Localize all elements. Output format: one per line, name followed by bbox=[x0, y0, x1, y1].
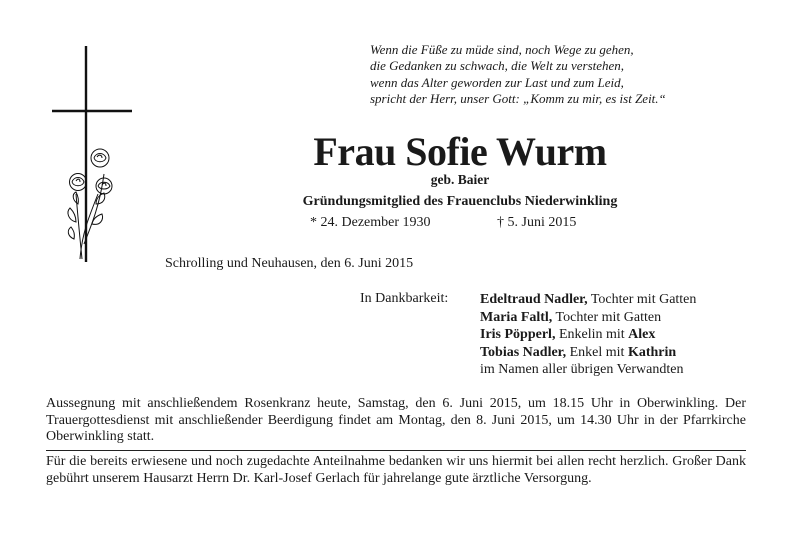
mourner-relation: Tochter mit Gatten bbox=[587, 292, 697, 307]
mourner-name: Edeltraud Nadler, bbox=[480, 292, 588, 307]
partner-name: Alex bbox=[628, 327, 656, 342]
place-and-date: Schrolling und Neuhausen, den 6. Juni 2015 bbox=[165, 256, 414, 271]
poem bbox=[370, 42, 770, 108]
funeral-notice: Aussegnung mit anschließendem Rosenkranz heute, Samstag, den 6. Juni 2015, um 18.15 Uhr in Oberwinkling. Der Trauergottesdienst mit anschließender Beerdigung findet am Montag, den 8. Juni 2015, um 14.30 Uhr in der Pfarrkirche Oberwinkling statt. bbox=[46, 396, 746, 445]
gratitude-notice: Für die bereits erwiesene und noch zugedachte Anteilnahme bedanken wir uns hiermit bei allen recht herzlich. Großer Dank gebührt unserem Hausarzt Herrn Dr. Karl-Josef Gerlach für jahrelange gute ärztliche Versorgung. bbox=[46, 454, 746, 486]
mourner-name: Tobias Nadler, bbox=[480, 344, 567, 360]
poem-line: Wenn die Füße zu müde sind, noch Wege zu gehen, bbox=[370, 42, 634, 57]
mourner-row bbox=[480, 291, 696, 309]
mourner-relation: Enkelin mit bbox=[555, 327, 629, 342]
thanks-label: In Dankbarkeit: bbox=[360, 291, 449, 306]
death-date: † 5. Juni 2015 bbox=[497, 215, 577, 230]
mourner-row bbox=[480, 309, 696, 327]
divider bbox=[46, 450, 746, 451]
poem-line: spricht der Herr, unser Gott: „Komm zu mir, es ist Zeit.“ bbox=[370, 91, 666, 107]
mourner-name: Iris Pöpperl, bbox=[480, 327, 556, 342]
cross-with-roses-icon bbox=[52, 44, 132, 264]
mourners-list bbox=[480, 291, 696, 379]
maiden-name: geb. Baier bbox=[430, 172, 490, 187]
mourner-row bbox=[480, 361, 696, 379]
mourner-row bbox=[480, 326, 696, 344]
partner-name: Kathrin bbox=[627, 344, 677, 360]
poem-line: wenn das Alter geworden zur Last und zum Leid, bbox=[370, 74, 624, 90]
birth-date: * 24. Dezember 1930 bbox=[310, 215, 431, 230]
mourner-name: Maria Faltl, bbox=[480, 309, 553, 325]
poem-line: die Gedanken zu schwach, die Welt zu verstehen, bbox=[370, 58, 625, 74]
mourner-row bbox=[480, 344, 696, 362]
mourner-relation: Enkel mit bbox=[566, 344, 628, 360]
mourner-relation: im Namen aller übrigen Verwandten bbox=[480, 362, 684, 377]
mourner-relation: Tochter mit Gatten bbox=[552, 309, 662, 325]
deceased-name: Frau Sofie Wurm bbox=[313, 129, 607, 174]
affiliation: Gründungsmitglied des Frauenclubs Niederwinkling bbox=[302, 194, 618, 209]
